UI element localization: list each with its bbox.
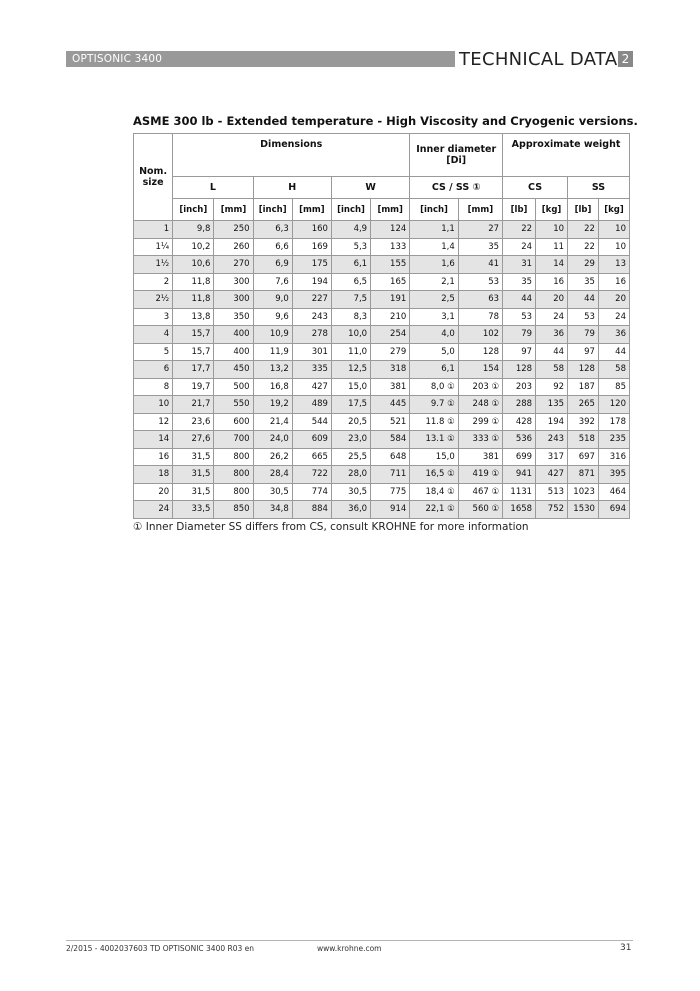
table-cell: 33,5: [173, 501, 214, 519]
table-cell: 381: [458, 448, 502, 466]
table-row: [134, 291, 630, 309]
table-cell: 518: [568, 431, 599, 449]
table-cell: 15,0: [410, 448, 458, 466]
table-cell: 194: [292, 273, 331, 291]
table-cell: 914: [371, 501, 410, 519]
table-cell: 1,6: [410, 256, 458, 274]
table-cell: 53: [568, 308, 599, 326]
table-cell: 15,7: [173, 343, 214, 361]
table-cell: 279: [371, 343, 410, 361]
table-cell: 16,5 ①: [410, 466, 458, 484]
table-cell: 22,1 ①: [410, 501, 458, 519]
table-row: [134, 361, 630, 379]
table-cell: 29: [568, 256, 599, 274]
table-cell: 41: [458, 256, 502, 274]
table-cell: 23,6: [173, 413, 214, 431]
header-width: W: [331, 177, 409, 199]
table-cell: 9.7 ①: [410, 396, 458, 414]
table-cell: 10,0: [331, 326, 370, 344]
header-product-name: OPTISONIC 3400: [72, 53, 163, 65]
table-cell: 4,0: [410, 326, 458, 344]
table-cell: 884: [292, 501, 331, 519]
table-cell: 544: [292, 413, 331, 431]
table-row: [134, 396, 630, 414]
table-cell: 102: [458, 326, 502, 344]
table-cell: 13.1 ①: [410, 431, 458, 449]
table-cell: 13: [598, 256, 629, 274]
table-cell: 10,6: [173, 256, 214, 274]
table-row: [134, 343, 630, 361]
table-cell: 464: [598, 483, 629, 501]
table-cell: 21,4: [253, 413, 292, 431]
header-section-title: TECHNICAL DATA: [459, 49, 618, 70]
table-cell: 536: [503, 431, 536, 449]
table-cell: 235: [598, 431, 629, 449]
table-cell: 44: [536, 343, 568, 361]
table-cell: 169: [292, 238, 331, 256]
unit-header-cell: [mm]: [292, 199, 331, 221]
nominal-size-cell: 5: [134, 343, 173, 361]
table-cell: 1530: [568, 501, 599, 519]
table-cell: 191: [371, 291, 410, 309]
unit-header-cell: [inch]: [331, 199, 370, 221]
unit-header-cell: [lb]: [503, 199, 536, 221]
table-cell: 941: [503, 466, 536, 484]
header-dimensions: Dimensions: [173, 134, 410, 177]
table-cell: 31,5: [173, 483, 214, 501]
table-cell: 254: [371, 326, 410, 344]
table-cell: 20,5: [331, 413, 370, 431]
unit-header-cell: [lb]: [568, 199, 599, 221]
nominal-size-cell: 6: [134, 361, 173, 379]
table-cell: 12,5: [331, 361, 370, 379]
table-cell: 6,6: [253, 238, 292, 256]
table-cell: 6,5: [331, 273, 370, 291]
table-row: [134, 483, 630, 501]
table-cell: 92: [536, 378, 568, 396]
table-cell: 30,5: [331, 483, 370, 501]
table-cell: 10,2: [173, 238, 214, 256]
footnote: ① Inner Diameter SS differs from CS, consult KROHNE for more information: [133, 521, 529, 533]
table-cell: 288: [503, 396, 536, 414]
table-cell: 333 ①: [458, 431, 502, 449]
table-cell: 23,0: [331, 431, 370, 449]
table-cell: 154: [458, 361, 502, 379]
table-cell: 871: [568, 466, 599, 484]
unit-header-cell: [mm]: [458, 199, 502, 221]
nominal-size-cell: 1½: [134, 256, 173, 274]
header-cs-weight: CS: [503, 177, 568, 199]
table-cell: 17,7: [173, 361, 214, 379]
table-cell: 395: [598, 466, 629, 484]
table-cell: 800: [214, 448, 253, 466]
table-cell: 13,2: [253, 361, 292, 379]
table-cell: 11,8: [173, 291, 214, 309]
table-cell: 120: [598, 396, 629, 414]
table-cell: 7,5: [331, 291, 370, 309]
table-cell: 160: [292, 221, 331, 239]
table-cell: 35: [458, 238, 502, 256]
table-cell: 513: [536, 483, 568, 501]
nominal-size-cell: 4: [134, 326, 173, 344]
table-cell: 419 ①: [458, 466, 502, 484]
table-cell: 1131: [503, 483, 536, 501]
table-cell: 124: [371, 221, 410, 239]
header-ss-weight: SS: [568, 177, 630, 199]
unit-row: [134, 199, 630, 221]
table-cell: 4,9: [331, 221, 370, 239]
table-cell: 243: [292, 308, 331, 326]
table-cell: 665: [292, 448, 331, 466]
unit-header-cell: [inch]: [173, 199, 214, 221]
unit-header-cell: [kg]: [598, 199, 629, 221]
table-cell: 36,0: [331, 501, 370, 519]
table-cell: 489: [292, 396, 331, 414]
table-cell: 11,8: [173, 273, 214, 291]
nominal-size-cell: 12: [134, 413, 173, 431]
table-cell: 79: [568, 326, 599, 344]
table-cell: 318: [371, 361, 410, 379]
table-cell: 775: [371, 483, 410, 501]
header-length: L: [173, 177, 253, 199]
table-cell: 24,0: [253, 431, 292, 449]
table-cell: 609: [292, 431, 331, 449]
table-cell: 400: [214, 326, 253, 344]
table-cell: 550: [214, 396, 253, 414]
table-row: [134, 308, 630, 326]
table-cell: 584: [371, 431, 410, 449]
header-nominal-size: Nom. size: [134, 134, 173, 221]
nominal-size-cell: 3: [134, 308, 173, 326]
table-row: [134, 466, 630, 484]
table-cell: 6,9: [253, 256, 292, 274]
table-cell: 20: [536, 291, 568, 309]
table-cell: 22: [568, 238, 599, 256]
table-cell: 600: [214, 413, 253, 431]
table-cell: 44: [568, 291, 599, 309]
table-cell: 203 ①: [458, 378, 502, 396]
table-cell: 26,2: [253, 448, 292, 466]
table-cell: 500: [214, 378, 253, 396]
table-cell: 175: [292, 256, 331, 274]
table-cell: 316: [598, 448, 629, 466]
table-cell: 400: [214, 343, 253, 361]
table-cell: 697: [568, 448, 599, 466]
table-cell: 300: [214, 291, 253, 309]
table-cell: 711: [371, 466, 410, 484]
table-cell: 79: [503, 326, 536, 344]
table-cell: 53: [503, 308, 536, 326]
nominal-size-cell: 1: [134, 221, 173, 239]
table-cell: 1,1: [410, 221, 458, 239]
table-cell: 317: [536, 448, 568, 466]
footer-page-number: 31: [620, 943, 632, 953]
table-cell: 15,7: [173, 326, 214, 344]
table-cell: 752: [536, 501, 568, 519]
table-cell: 22: [568, 221, 599, 239]
table-cell: 299 ①: [458, 413, 502, 431]
header-section-number: 2: [618, 51, 633, 67]
table-cell: 10,9: [253, 326, 292, 344]
table-cell: 35: [503, 273, 536, 291]
table-cell: 427: [292, 378, 331, 396]
table-cell: 165: [371, 273, 410, 291]
table-cell: 1658: [503, 501, 536, 519]
table-cell: 20: [598, 291, 629, 309]
table-cell: 85: [598, 378, 629, 396]
table-cell: 694: [598, 501, 629, 519]
table-cell: 450: [214, 361, 253, 379]
table-cell: 6,1: [410, 361, 458, 379]
footer-divider: [66, 940, 633, 941]
table-cell: 774: [292, 483, 331, 501]
header-inner-diameter: Inner diameter [Di]: [410, 134, 503, 177]
table-cell: 445: [371, 396, 410, 414]
table-row: [134, 501, 630, 519]
unit-header-cell: [mm]: [371, 199, 410, 221]
table-cell: 133: [371, 238, 410, 256]
unit-header-cell: [inch]: [410, 199, 458, 221]
table-cell: 11,0: [331, 343, 370, 361]
table-cell: 800: [214, 483, 253, 501]
table-cell: 34,8: [253, 501, 292, 519]
table-cell: 35: [568, 273, 599, 291]
nominal-size-cell: 1¼: [134, 238, 173, 256]
table-cell: 16,8: [253, 378, 292, 396]
table-cell: 14: [536, 256, 568, 274]
table-cell: 9,6: [253, 308, 292, 326]
table-cell: 850: [214, 501, 253, 519]
table-cell: 1,4: [410, 238, 458, 256]
table-cell: 699: [503, 448, 536, 466]
table-cell: 250: [214, 221, 253, 239]
table-cell: 178: [598, 413, 629, 431]
table-cell: 700: [214, 431, 253, 449]
table-cell: 560 ①: [458, 501, 502, 519]
table-cell: 2,1: [410, 273, 458, 291]
table-cell: 28,4: [253, 466, 292, 484]
unit-header-cell: [kg]: [536, 199, 568, 221]
table-cell: 58: [536, 361, 568, 379]
table-cell: 24: [503, 238, 536, 256]
table-cell: 301: [292, 343, 331, 361]
table-cell: 31: [503, 256, 536, 274]
table-cell: 427: [536, 466, 568, 484]
table-row: [134, 238, 630, 256]
table-cell: 63: [458, 291, 502, 309]
table-cell: 17,5: [331, 396, 370, 414]
table-cell: 2,5: [410, 291, 458, 309]
table-cell: 27,6: [173, 431, 214, 449]
table-cell: 19,7: [173, 378, 214, 396]
table-cell: 243: [536, 431, 568, 449]
table-cell: 187: [568, 378, 599, 396]
unit-header-cell: [inch]: [253, 199, 292, 221]
table-cell: 5,3: [331, 238, 370, 256]
table-row: [134, 448, 630, 466]
unit-header-cell: [mm]: [214, 199, 253, 221]
table-cell: 3,1: [410, 308, 458, 326]
table-cell: 10: [598, 238, 629, 256]
table-row: [134, 413, 630, 431]
table-cell: 44: [503, 291, 536, 309]
table-cell: 7,6: [253, 273, 292, 291]
header-height: H: [253, 177, 331, 199]
table-cell: 227: [292, 291, 331, 309]
table-cell: 8,3: [331, 308, 370, 326]
table-cell: 521: [371, 413, 410, 431]
table-row: [134, 221, 630, 239]
table-cell: 8,0 ①: [410, 378, 458, 396]
table-cell: 24: [598, 308, 629, 326]
table-cell: 25,5: [331, 448, 370, 466]
footer-document-id: 2/2015 - 4002037603 TD OPTISONIC 3400 R03 en: [66, 944, 255, 953]
header-cs-ss: CS / SS ①: [410, 177, 503, 199]
table-cell: 203: [503, 378, 536, 396]
table-cell: 1023: [568, 483, 599, 501]
table-body: [134, 221, 630, 519]
table-cell: 78: [458, 308, 502, 326]
table-cell: 128: [568, 361, 599, 379]
table-cell: 13,8: [173, 308, 214, 326]
nominal-size-cell: 2½: [134, 291, 173, 309]
table-cell: 350: [214, 308, 253, 326]
table-cell: 30,5: [253, 483, 292, 501]
table-cell: 194: [536, 413, 568, 431]
table-cell: 5,0: [410, 343, 458, 361]
nominal-size-cell: 2: [134, 273, 173, 291]
table-cell: 19,2: [253, 396, 292, 414]
table-row: [134, 326, 630, 344]
header-approximate-weight: Approximate weight: [503, 134, 630, 177]
table-cell: 270: [214, 256, 253, 274]
table-cell: 128: [458, 343, 502, 361]
table-cell: 18,4 ①: [410, 483, 458, 501]
nominal-size-cell: 14: [134, 431, 173, 449]
nominal-size-cell: 8: [134, 378, 173, 396]
table-cell: 260: [214, 238, 253, 256]
table-cell: 9,8: [173, 221, 214, 239]
table-cell: 11,9: [253, 343, 292, 361]
table-cell: 6,1: [331, 256, 370, 274]
table-cell: 10: [536, 221, 568, 239]
table-cell: 53: [458, 273, 502, 291]
table-cell: 381: [371, 378, 410, 396]
table-row: [134, 273, 630, 291]
table-cell: 31,5: [173, 448, 214, 466]
table-row: [134, 378, 630, 396]
table-cell: 11: [536, 238, 568, 256]
table-cell: 300: [214, 273, 253, 291]
table-cell: 135: [536, 396, 568, 414]
table-cell: 24: [536, 308, 568, 326]
table-cell: 22: [503, 221, 536, 239]
table-cell: 648: [371, 448, 410, 466]
table-row: [134, 256, 630, 274]
nominal-size-cell: 18: [134, 466, 173, 484]
table-cell: 97: [503, 343, 536, 361]
table-title: ASME 300 lb - Extended temperature - High Viscosity and Cryogenic versions.: [133, 114, 638, 128]
table-row: [134, 431, 630, 449]
table-cell: 210: [371, 308, 410, 326]
table-cell: 36: [598, 326, 629, 344]
table-cell: 800: [214, 466, 253, 484]
dimensions-table: [133, 133, 630, 519]
nominal-size-cell: 16: [134, 448, 173, 466]
table-cell: 6,3: [253, 221, 292, 239]
table-cell: 467 ①: [458, 483, 502, 501]
table-cell: 97: [568, 343, 599, 361]
table-cell: 31,5: [173, 466, 214, 484]
table-cell: 15,0: [331, 378, 370, 396]
table-cell: 10: [598, 221, 629, 239]
table-cell: 11.8 ①: [410, 413, 458, 431]
table-cell: 27: [458, 221, 502, 239]
table-cell: 16: [598, 273, 629, 291]
table-cell: 58: [598, 361, 629, 379]
table-cell: 21,7: [173, 396, 214, 414]
table-cell: 28,0: [331, 466, 370, 484]
nominal-size-cell: 10: [134, 396, 173, 414]
table-cell: 335: [292, 361, 331, 379]
nominal-size-cell: 24: [134, 501, 173, 519]
table-cell: 392: [568, 413, 599, 431]
table-cell: 155: [371, 256, 410, 274]
footer-website: www.krohne.com: [317, 944, 382, 953]
table-cell: 44: [598, 343, 629, 361]
table-cell: 9,0: [253, 291, 292, 309]
table-cell: 36: [536, 326, 568, 344]
table-cell: 265: [568, 396, 599, 414]
table-cell: 16: [536, 273, 568, 291]
table-cell: 278: [292, 326, 331, 344]
table-cell: 722: [292, 466, 331, 484]
nominal-size-cell: 20: [134, 483, 173, 501]
table-cell: 128: [503, 361, 536, 379]
table-cell: 248 ①: [458, 396, 502, 414]
table-cell: 428: [503, 413, 536, 431]
